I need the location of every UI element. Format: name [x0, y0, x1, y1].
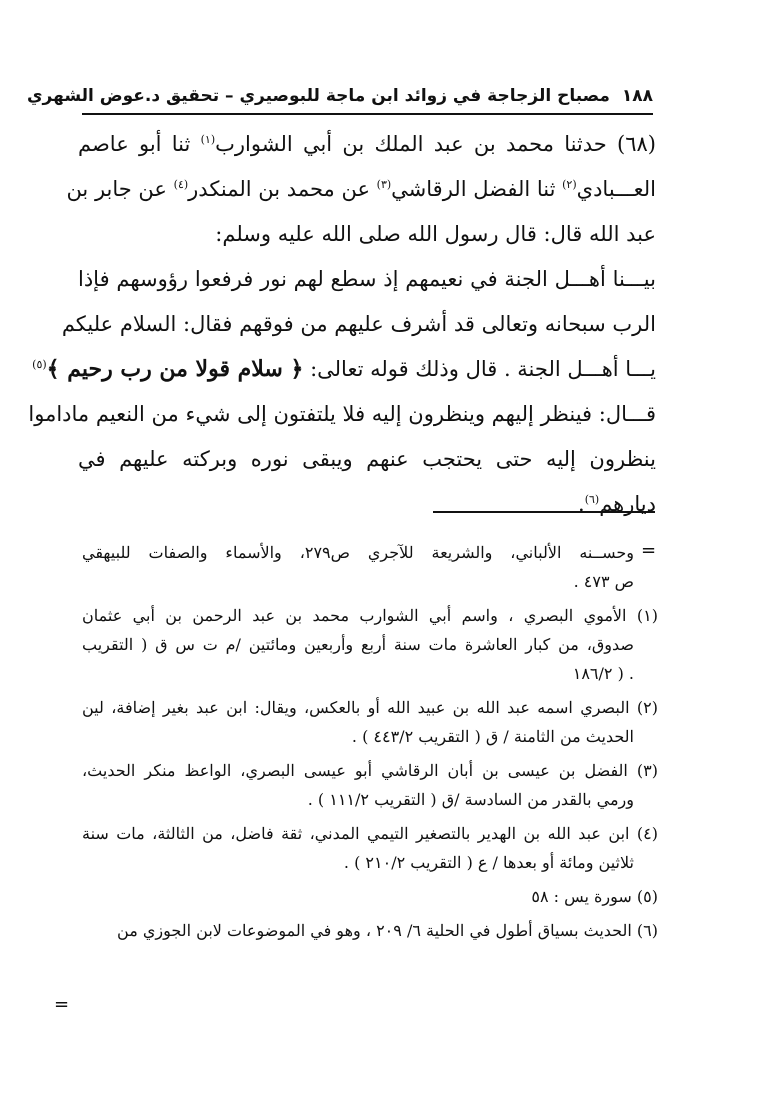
footnote-6: (٦) الحديث بسياق أطول في الحلية ٦/ ٢٠٩ ، وهو في الموضوعات لابن الجوزي من [117, 921, 658, 940]
footnotes [82, 538, 658, 950]
footnote-2: (٢) البصري اسمه عبد الله بن عبيد الله أو بالعكس، ويقال: ابن عبد بغير إضافة، لين الحديث من الثامنة / ق ( التقريب ٤٤٣/٢ ) . [82, 698, 658, 746]
footnote-ref-3: (٣) [376, 178, 392, 191]
footnote-1: (١) الأموي البصري ، واسم أبي الشوارب محمد بن عبد الرحمن بن أبي عثمان صدوق، من كبار العاشرة مات سنة أربع وأربعين ومائتين /م ت س ق ( التقريب . ( ١٨٦/٢ [82, 606, 658, 683]
hadith-line-4: بيـــنا أهـــل الجنة في نعيمهم إذ سطع لهم نور فرفعوا رؤوسهم فإذا [78, 267, 656, 291]
footnote-continuation: وحســنه الألباني، والشريعة للآجري ص٢٧٩، والأسماء والصفات للبيهقي ص ٤٧٣ . [82, 543, 634, 591]
footnote-separator [433, 511, 655, 513]
footnote-ref-5: (٥) [32, 358, 47, 371]
hadith-line-7: قـــال: فينظر إليهم وينظرون إليه فلا يلتفتون إلى شيء من النعيم ماداموا [28, 402, 656, 426]
continuation-mark-bottom: = [54, 994, 70, 1015]
footnote-3: (٣) الفضل بن عيسى بن أبان الرقاشي أبو عيسى البصري، الواعظ منكر الحديث، ورمي بالقدر من السادسة /ق ( التقريب ١١١/٢ ) . [82, 761, 658, 809]
quran-verse: ﴿ سلام قولا من رب رحيم ﴾ [46, 356, 304, 382]
hadith-line-3: عبد الله قال: قال رسول الله صلى الله عليه وسلم: [215, 222, 656, 246]
footnote-ref-1: (١) [200, 133, 216, 146]
footnote-ref-2: (٢) [562, 178, 577, 191]
header-rule [82, 113, 653, 115]
hadith-text [28, 122, 656, 527]
footnote-ref-4: (٤) [173, 178, 189, 191]
hadith-line-6: يـــا أهـــل الجنة . قال وذلك قوله تعالى: ﴿ سلام قولا من رب رحيم ﴾$^{(٥)}$ [32, 356, 656, 382]
continuation-mark-top: = [641, 540, 657, 561]
hadith-line-1: (٦٨) حدثنا محمد بن عبد الملك بن أبي الشوارب$^{(١)}$ ثنا أبو عاصم [78, 132, 656, 156]
footnote-ref-6: (٦) [584, 493, 600, 506]
hadith-line-2: العـــبادي$^{(٢)}$ ثنا الفضل الرقاشي$^{(٣)}$ عن محمد بن المنكدر$^{(٤)}$ عن جابر بن [66, 177, 656, 201]
running-header [26, 86, 653, 112]
hadith-line-8: ينظرون إليه حتى يحتجب عنهم ويبقى نوره وبركته عليهم في ديارهم$^{(٦)}$. [78, 447, 656, 516]
footnote-5: (٥) سورة يس : ٥٨ [531, 887, 658, 906]
page-number: ١٨٨ [621, 86, 653, 106]
book-title: مصباح الزجاجة في زوائد ابن ماجة للبوصيري – تحقيق د.عوض الشهري [26, 86, 610, 106]
hadith-line-5: الرب سبحانه وتعالى قد أشرف عليهم من فوقهم فقال: السلام عليكم [61, 312, 656, 336]
footnote-4: (٤) ابن عبد الله بن الهدير بالتصغير التيمي المدني، ثقة فاضل، من الثالثة، مات سنة ثلاثين ومائة أو بعدها / ع ( التقريب ٢١٠/٢ ) . [82, 824, 658, 872]
